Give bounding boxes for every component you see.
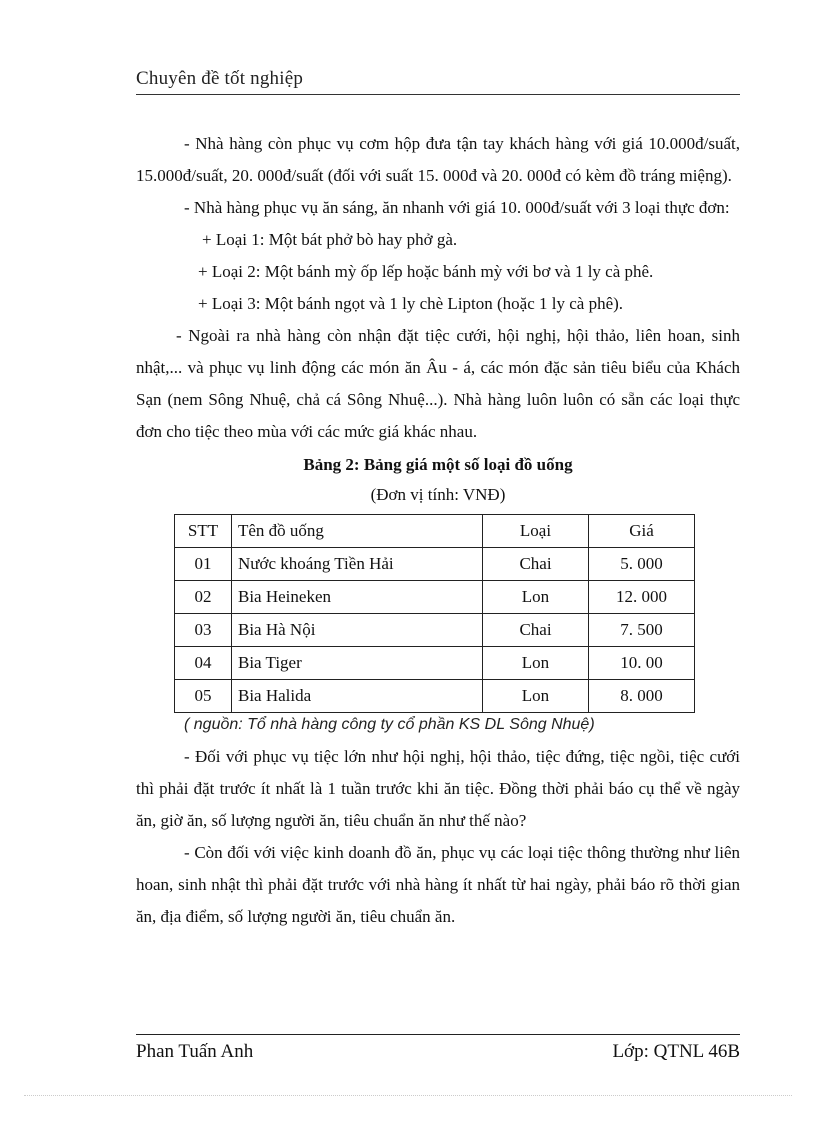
table-row bbox=[175, 614, 695, 647]
cell-name: Bia Tiger bbox=[232, 647, 483, 680]
header-divider bbox=[136, 94, 740, 95]
cell-type: Lon bbox=[483, 680, 589, 713]
paragraph-breakfast: - Nhà hàng phục vụ ăn sáng, ăn nhanh với giá 10. 000đ/suất với 3 loại thực đơn: bbox=[184, 198, 730, 217]
paragraph-large-events: - Đối với phục vụ tiệc lớn như hội nghị, hội thảo, tiệc đứng, tiệc ngồi, tiệc cưới thì phải đặt trước ít nhất là 1 tuần trước khi ăn tiệc. Đồng thời phải báo cụ thể về ngày ăn, giờ ăn, số lượng người ăn, tiêu chuẩn ăn như thế nào? bbox=[136, 747, 740, 830]
cell-type: Chai bbox=[483, 614, 589, 647]
menu-item-3: + Loại 3: Một bánh ngọt và 1 ly chè Lipton (hoặc 1 ly cà phê). bbox=[198, 294, 624, 313]
cell-type: Lon bbox=[483, 581, 589, 614]
table-row bbox=[175, 548, 695, 581]
table-source-note: ( nguồn: Tổ nhà hàng công ty cổ phần KS DL Sông Nhuệ) bbox=[184, 716, 595, 733]
menu-item-1: + Loại 1: Một bát phở bò hay phở gà. bbox=[202, 230, 458, 249]
cell-price: 7. 500 bbox=[589, 614, 695, 647]
header-type: Loại bbox=[483, 515, 589, 548]
paragraph-events: - Ngoài ra nhà hàng còn nhận đặt tiệc cưới, hội nghị, hội thảo, liên hoan, sinh nhật,... và phục vụ linh động các món ăn Âu - á, các món đặc sản tiêu biểu của Khách Sạn (nem Sông Nhuệ, chả cá Sông Nhuệ...). Nhà hàng luôn luôn có sẵn các loại thực đơn cho tiệc theo mùa với các mức giá khác nhau. bbox=[136, 326, 740, 441]
table-row bbox=[175, 680, 695, 713]
document-body bbox=[136, 128, 740, 933]
table-row bbox=[175, 647, 695, 680]
table-header-row bbox=[175, 515, 695, 548]
cell-price: 12. 000 bbox=[589, 581, 695, 614]
cell-stt: 02 bbox=[175, 581, 232, 614]
paragraph-regular-events: - Còn đối với việc kinh doanh đồ ăn, phục vụ các loại tiệc thông thường như liên hoan, sinh nhật thì phải đặt trước với nhà hàng ít nhất từ hai ngày, phải báo rõ thời gian ăn, địa điểm, số lượng người ăn, tiêu chuẩn ăn. bbox=[136, 843, 740, 926]
cell-price: 8. 000 bbox=[589, 680, 695, 713]
header-title: Chuyên đề tốt nghiệp bbox=[136, 68, 304, 89]
menu-item-2: + Loại 2: Một bánh mỳ ốp lếp hoặc bánh mỳ với bơ và 1 ly cà phê. bbox=[198, 262, 654, 281]
header-stt: STT bbox=[175, 515, 232, 548]
drink-price-table bbox=[174, 514, 695, 713]
cell-name: Bia Heineken bbox=[232, 581, 483, 614]
footer-author: Phan Tuấn Anh bbox=[136, 1041, 254, 1062]
cell-type: Lon bbox=[483, 647, 589, 680]
cell-name: Bia Halida bbox=[232, 680, 483, 713]
cell-price: 10. 00 bbox=[589, 647, 695, 680]
cell-stt: 01 bbox=[175, 548, 232, 581]
table-unit: (Đơn vị tính: VNĐ) bbox=[370, 485, 506, 504]
paragraph-lunch-box: - Nhà hàng còn phục vụ cơm hộp đưa tận tay khách hàng với giá 10.000đ/suất, 15.000đ/suất, 20. 000đ/suất (đối với suất 15. 000đ và 20. 000đ có kèm đồ tráng miệng). bbox=[136, 134, 740, 185]
page-bottom-border bbox=[24, 1095, 792, 1096]
cell-price: 5. 000 bbox=[589, 548, 695, 581]
header-name: Tên đồ uống bbox=[232, 515, 483, 548]
cell-stt: 05 bbox=[175, 680, 232, 713]
cell-name: Bia Hà Nội bbox=[232, 614, 483, 647]
footer-class: Lớp: QTNL 46B bbox=[612, 1041, 740, 1062]
cell-stt: 04 bbox=[175, 647, 232, 680]
cell-name: Nước khoáng Tiền Hải bbox=[232, 548, 483, 581]
header-price: Giá bbox=[589, 515, 695, 548]
cell-type: Chai bbox=[483, 548, 589, 581]
cell-stt: 03 bbox=[175, 614, 232, 647]
table-title: Bảng 2: Bảng giá một số loại đồ uống bbox=[303, 455, 573, 474]
table-row bbox=[175, 581, 695, 614]
footer-divider bbox=[136, 1034, 740, 1035]
